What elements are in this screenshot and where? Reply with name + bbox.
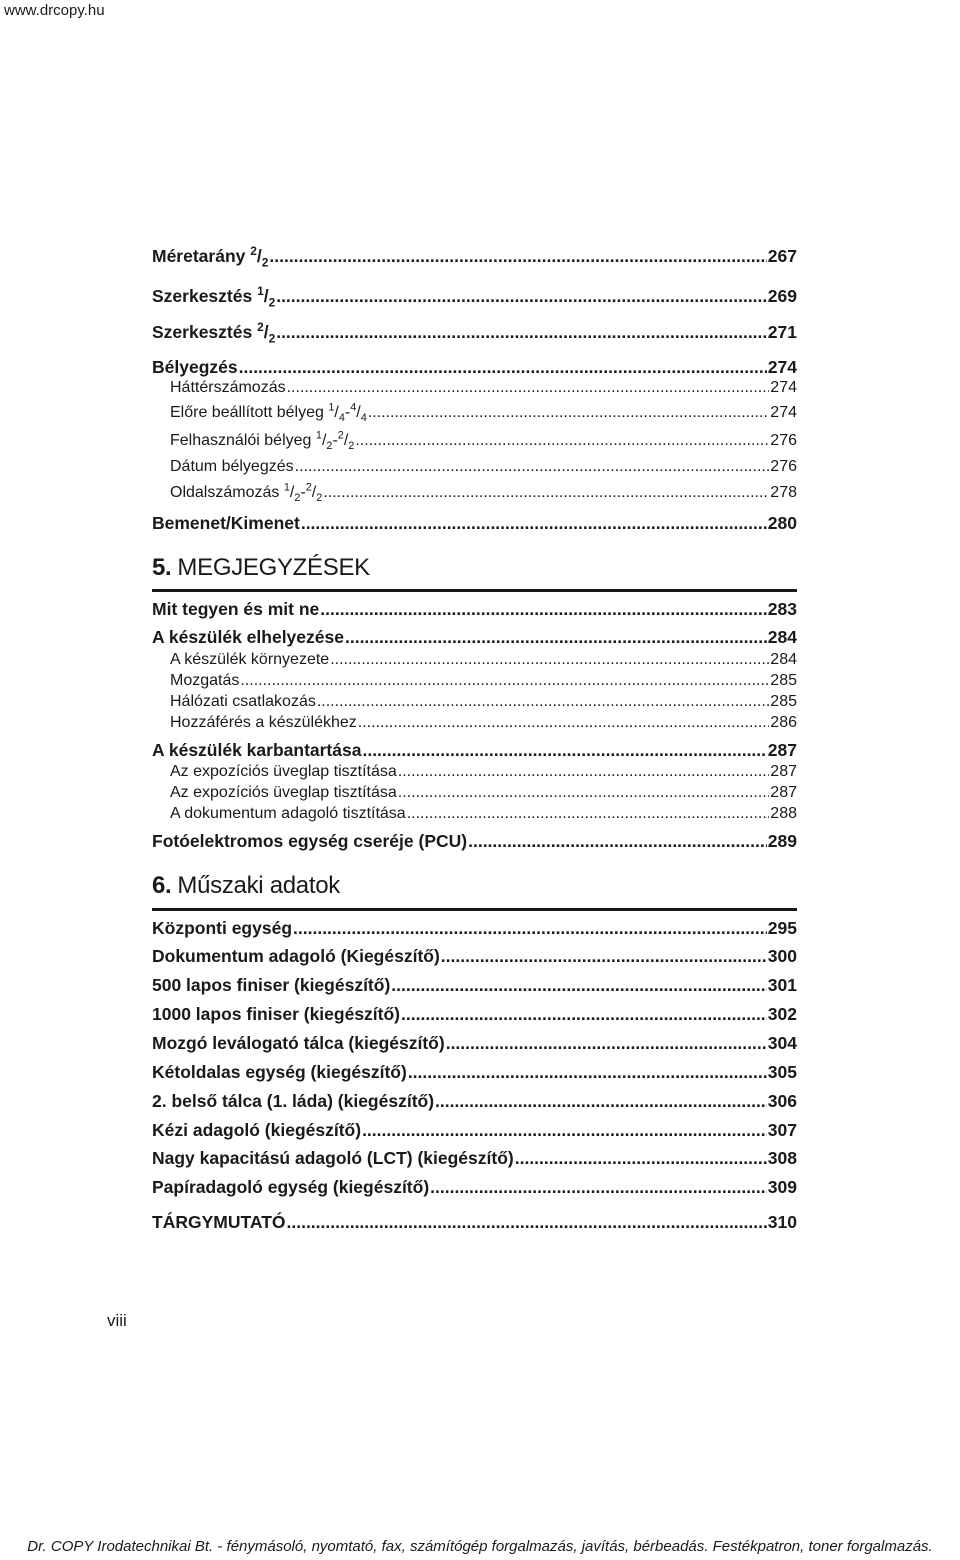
toc-entry-page: 304 [767, 1033, 797, 1053]
toc-entry[interactable] [152, 599, 797, 620]
toc-entry-title: Fotóelektromos egység cseréje (PCU) [152, 831, 468, 851]
leader-dots [391, 975, 767, 996]
toc-entry-page: 287 [767, 740, 797, 760]
toc-entry-page: 269 [767, 286, 797, 306]
toc-entry-page: 287 [770, 763, 797, 780]
leader-dots [317, 693, 769, 711]
chapter-divider [152, 589, 797, 592]
toc-entry-title: Méretarány $^2/_2$ [152, 244, 269, 270]
leader-dots [407, 805, 770, 823]
toc-entry-title: Szerkesztés $^1/_2$ [152, 284, 276, 310]
toc-entry-title: Az expozíciós üveglap tisztítása [170, 763, 397, 780]
leader-dots [240, 672, 769, 690]
leader-dots [276, 322, 767, 343]
leader-dots [295, 458, 770, 476]
toc-entry[interactable] [152, 1177, 797, 1198]
leader-dots [435, 1091, 767, 1112]
toc-entry-page: 305 [767, 1062, 797, 1082]
toc-entry-title: Nagy kapacitású adagoló (LCT) (kiegészítő) [152, 1148, 514, 1168]
chapter-number: 6. [152, 872, 172, 899]
leader-dots [398, 784, 770, 802]
toc-entry-page: 283 [767, 599, 797, 619]
toc-entry[interactable] [152, 244, 797, 270]
toc-subentry[interactable] [152, 805, 797, 823]
toc-entry-page: 267 [767, 246, 797, 266]
toc-entry[interactable] [152, 740, 797, 761]
toc-entry-title: Mit tegyen és mit ne [152, 599, 320, 619]
chapter-heading[interactable] [152, 872, 797, 900]
toc-entry-title: Papíradagoló egység (kiegészítő) [152, 1177, 430, 1197]
leader-dots [276, 286, 767, 307]
footer-text: Dr. COPY Irodatechnikai Bt. - fénymásoló, nyomtató, fax, számítógép forgalmazás, javítás, bérbeadás. Festékpatron, toner forgalmazás. [27, 1538, 933, 1555]
toc-entry-title: TÁRGYMUTATÓ [152, 1212, 286, 1232]
toc-entry-page: 276 [770, 458, 797, 475]
leader-dots [330, 651, 769, 669]
toc-entry-page: 285 [770, 672, 797, 689]
toc-entry-page: 276 [770, 432, 797, 449]
toc-entry-title: Felhasználói bélyeg $^1/_2-^2/_2$ [170, 429, 355, 453]
toc-entry-title: 2. belső tálca (1. láda) (kiegészítő) [152, 1091, 435, 1111]
toc-entry-page: 271 [767, 322, 797, 342]
toc-entry-page: 280 [767, 513, 797, 533]
leader-dots [301, 513, 767, 534]
toc-entry-title: Kézi adagoló (kiegészítő) [152, 1120, 362, 1140]
toc-subentry[interactable] [152, 693, 797, 711]
header-url[interactable]: www.drcopy.hu [4, 2, 105, 19]
leader-dots [362, 1120, 767, 1141]
toc-subentry[interactable] [152, 672, 797, 690]
toc-entry-page: 274 [770, 379, 797, 396]
toc-entry-page: 284 [767, 627, 797, 647]
leader-dots [345, 627, 767, 648]
toc-entry-page: 278 [770, 484, 797, 501]
toc-entry-page: 274 [770, 404, 797, 421]
chapter-title: MEGJEGYZÉSEK [177, 554, 370, 581]
toc-subentry[interactable] [152, 763, 797, 781]
toc-entry-title: Dátum bélyegzés [170, 458, 294, 475]
leader-dots [355, 432, 769, 450]
toc-entry-page: 308 [767, 1148, 797, 1168]
leader-dots [358, 714, 770, 732]
toc-entry-page: 289 [767, 831, 797, 851]
toc-entry-title: Oldalszámozás $^1/_2-^2/_2$ [170, 481, 323, 505]
toc-entry[interactable] [152, 1062, 797, 1083]
toc-subentry[interactable] [152, 379, 797, 397]
toc-entry[interactable] [152, 1004, 797, 1025]
leader-dots [446, 1033, 767, 1054]
toc-entry[interactable] [152, 1033, 797, 1054]
toc-entry[interactable] [152, 627, 797, 648]
toc-entry-title: 1000 lapos finiser (kiegészítő) [152, 1004, 401, 1024]
toc-entry-title: Háttérszámozás [170, 379, 286, 396]
toc-entry-page: 274 [767, 357, 797, 377]
leader-dots [368, 404, 769, 422]
toc-entry-title: Mozgó leválogató tálca (kiegészítő) [152, 1033, 445, 1053]
leader-dots [320, 599, 767, 620]
chapter-divider [152, 908, 797, 911]
toc-entry[interactable] [152, 946, 797, 967]
toc-subentry[interactable] [152, 458, 797, 476]
toc-entry-page: 286 [770, 714, 797, 731]
toc-entry-page: 301 [767, 975, 797, 995]
leader-dots [401, 1004, 767, 1025]
chapter-title: Műszaki adatok [177, 872, 340, 899]
leader-dots [441, 946, 767, 967]
toc-entry-page: 284 [770, 651, 797, 668]
toc-entry-page: 287 [770, 784, 797, 801]
toc-entry-page: 307 [767, 1120, 797, 1140]
toc-entry-title: Mozgatás [170, 672, 240, 689]
leader-dots [430, 1177, 767, 1198]
leader-dots [287, 1212, 767, 1233]
page-number: viii [107, 1311, 127, 1330]
leader-dots [287, 379, 770, 397]
toc-entry[interactable] [152, 1212, 797, 1233]
toc-entry-title: 500 lapos finiser (kiegészítő) [152, 975, 391, 995]
toc-entry-title: Kétoldalas egység (kiegészítő) [152, 1062, 407, 1082]
toc-entry-title: A készülék környezete [170, 651, 330, 668]
toc-subentry[interactable] [152, 429, 797, 453]
toc-entry[interactable] [152, 320, 797, 346]
leader-dots [362, 740, 766, 761]
toc-entry[interactable] [152, 975, 797, 996]
toc-entry-title: Szerkesztés $^2/_2$ [152, 320, 276, 346]
toc-entry-page: 300 [767, 946, 797, 966]
toc-entry[interactable] [152, 513, 797, 534]
toc-entry[interactable] [152, 357, 797, 378]
toc-subentry[interactable] [152, 481, 797, 505]
toc-entry-page: 309 [767, 1177, 797, 1197]
toc-entry-title: Bélyegzés [152, 357, 238, 377]
toc-subentry[interactable] [152, 401, 797, 425]
leader-dots [269, 246, 766, 267]
toc-entry-title: Az expozíciós üveglap tisztítása [170, 784, 397, 801]
toc-entry-title: A készülék elhelyezése [152, 627, 344, 647]
leader-dots [293, 918, 767, 939]
toc-entry-title: Központi egység [152, 918, 293, 938]
toc-entry-page: 302 [767, 1004, 797, 1024]
toc-entry-page: 310 [767, 1212, 797, 1232]
toc-entry-page: 306 [767, 1091, 797, 1111]
toc-entry-title: A dokumentum adagoló tisztítása [170, 805, 406, 822]
toc-subentry[interactable] [152, 714, 797, 732]
leader-dots [408, 1062, 767, 1083]
toc-entry-page: 285 [770, 693, 797, 710]
toc-entry-title: A készülék karbantartása [152, 740, 362, 760]
toc-entry-title: Dokumentum adagoló (Kiegészítő) [152, 946, 440, 966]
toc-entry-title: Hozzáférés a készülékhez [170, 714, 357, 731]
leader-dots [323, 484, 769, 502]
chapter-number: 5. [152, 554, 172, 581]
leader-dots [468, 831, 767, 852]
toc-entry[interactable] [152, 918, 797, 939]
toc-entry[interactable] [152, 1148, 797, 1169]
leader-dots [239, 357, 767, 378]
toc-entry[interactable] [152, 1120, 797, 1141]
leader-dots [515, 1148, 767, 1169]
toc-entry-page: 288 [770, 805, 797, 822]
toc-entry[interactable] [152, 1091, 797, 1112]
toc-entry-page: 295 [767, 918, 797, 938]
chapter-heading[interactable] [152, 554, 797, 582]
toc-subentry[interactable] [152, 651, 797, 669]
toc-entry[interactable] [152, 831, 797, 852]
toc-entry-title: Hálózati csatlakozás [170, 693, 316, 710]
leader-dots [398, 763, 770, 781]
toc-entry[interactable] [152, 284, 797, 310]
toc-entry-title: Előre beállított bélyeg $^1/_4-^4/_4$ [170, 401, 367, 425]
toc-subentry[interactable] [152, 784, 797, 802]
toc-entry-title: Bemenet/Kimenet [152, 513, 300, 533]
